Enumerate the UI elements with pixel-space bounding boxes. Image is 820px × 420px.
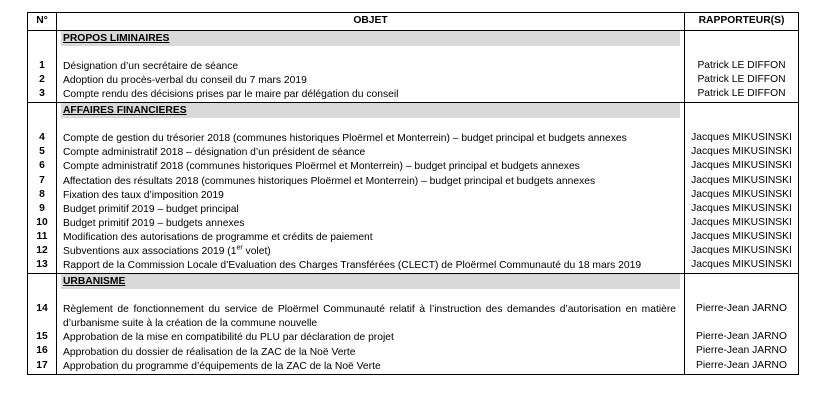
- item-number: 12: [36, 245, 48, 257]
- section-title: PROPOS LIMINAIRES: [61, 31, 680, 46]
- item-rapporteur: Jacques MIKUSINSKI: [691, 188, 792, 200]
- item-objet: Rapport de la Commission Locale d’Evaluation des Charges Transférées (CLECT) de Ploërmel Communauté du 18 mars 2019: [63, 260, 642, 272]
- item-objet-sup: er: [236, 244, 243, 252]
- rapporteur-column: [685, 274, 799, 374]
- item-number: 14: [36, 303, 48, 315]
- item-rapporteur: Pierre-Jean JARNO: [696, 303, 787, 315]
- item-objet: Approbation du dossier de réalisation de la ZAC de la Noë Verte: [63, 346, 356, 358]
- item-rapporteur: Jacques MIKUSINSKI: [691, 216, 792, 228]
- objet-column: [57, 31, 685, 103]
- rapporteur-spacer: [685, 316, 798, 330]
- item-objet: Désignation d’un secrétaire de séance: [63, 61, 239, 72]
- item-objet-text: Subventions aux associations 2019 (1: [63, 246, 237, 258]
- item-rapporteur: Patrick LE DIFFON: [697, 88, 786, 100]
- objet-column: [57, 103, 685, 274]
- num-spacer: [28, 45, 56, 59]
- item-objet: Compte administratif 2018 – désignation d’un président de séance: [63, 147, 366, 159]
- rapporteur-spacer: [685, 103, 798, 117]
- section-title: URBANISME: [61, 274, 680, 289]
- item-objet: Modification des autorisations de programme et crédits de paiement: [63, 231, 373, 243]
- item-number: 5: [39, 146, 45, 158]
- item-objet: Compte de gestion du trésorier 2018 (communes historiques Ploërmel et Monterrein) – budget principal et budgets annexes: [63, 133, 627, 145]
- item-objet: Compte rendu des décisions prises par le maire par délégation du conseil: [63, 89, 399, 101]
- item-number: 15: [36, 331, 48, 343]
- header-num: N°: [28, 13, 57, 31]
- rapporteur-column: [685, 103, 799, 274]
- item-rapporteur: Jacques MIKUSINSKI: [691, 245, 792, 257]
- item-rapporteur: Pierre-Jean JARNO: [696, 331, 787, 343]
- section-block: [28, 274, 799, 374]
- item-rapporteur: Pierre-Jean JARNO: [696, 345, 787, 357]
- item-rapporteur: Patrick LE DIFFON: [697, 60, 786, 71]
- item-number: 2: [39, 74, 45, 86]
- item-objet: Budget primitif 2019 – budgets annexes: [63, 217, 245, 229]
- section-title: AFFAIRES FINANCIERES: [61, 103, 680, 118]
- num-spacer: [28, 288, 56, 302]
- item-rapporteur: Jacques MIKUSINSKI: [691, 160, 792, 172]
- num-column: [28, 31, 57, 103]
- item-number: 8: [39, 188, 45, 200]
- item-number: 1: [39, 60, 45, 71]
- num-spacer: [28, 103, 56, 117]
- num-column: [28, 274, 57, 374]
- num-column: [28, 103, 57, 274]
- item-number: 16: [36, 345, 48, 357]
- item-objet: Budget primitif 2019 – budget principal: [63, 203, 239, 215]
- item-number: 7: [39, 174, 45, 186]
- item-rapporteur: Jacques MIKUSINSKI: [691, 259, 792, 271]
- item-objet: Fixation des taux d’imposition 2019: [63, 189, 224, 201]
- num-spacer: [28, 316, 56, 330]
- header-objet: OBJET: [57, 13, 685, 31]
- item-objet: Approbation de la mise en compatibilité du PLU par déclaration de projet: [63, 332, 394, 344]
- rapporteur-spacer: [685, 288, 798, 302]
- item-number: 13: [36, 259, 48, 271]
- num-spacer: [28, 31, 56, 45]
- item-number: 11: [36, 230, 48, 242]
- item-number: 9: [39, 202, 45, 214]
- item-rapporteur: Jacques MIKUSINSKI: [691, 146, 792, 158]
- header-rapporteur: RAPPORTEUR(S): [685, 13, 799, 31]
- item-rapporteur: Jacques MIKUSINSKI: [691, 174, 792, 186]
- item-rapporteur: Pierre-Jean JARNO: [696, 359, 787, 371]
- item-number: 10: [36, 216, 48, 228]
- objet-spacer: [57, 46, 684, 60]
- header-row: [28, 13, 799, 31]
- num-spacer: [28, 274, 56, 288]
- item-objet-tail: volet): [242, 246, 271, 258]
- rapporteur-spacer: [685, 31, 798, 45]
- item-rapporteur: Jacques MIKUSINSKI: [691, 132, 792, 144]
- item-number: 6: [39, 160, 45, 172]
- rapporteur-spacer: [685, 45, 798, 59]
- item-objet: Approbation du programme d’équipements de la ZAC de la Noë Verte: [63, 360, 381, 372]
- rapporteur-spacer: [685, 117, 798, 131]
- objet-column: [57, 274, 685, 374]
- item-rapporteur: Jacques MIKUSINSKI: [691, 202, 792, 214]
- section-block: [28, 31, 799, 103]
- item-number: 3: [39, 88, 45, 100]
- item-objet: Affectation des résultats 2018 (communes historiques Ploërmel et Monterrein) – budget principal et budgets annexes: [63, 175, 596, 187]
- item-objet: Adoption du procès-verbal du conseil du 7 mars 2019: [63, 75, 307, 87]
- item-rapporteur: Patrick LE DIFFON: [697, 74, 786, 86]
- item-objet: Compte administratif 2018 (communes historiques Ploërmel et Monterrein) – budget principal et budgets annexes: [63, 161, 580, 173]
- rapporteur-spacer: [685, 274, 798, 288]
- item-number: 4: [39, 132, 45, 144]
- num-spacer: [28, 117, 56, 131]
- item-objet: [57, 245, 684, 259]
- agenda-table: [27, 12, 799, 375]
- item-objet: Règlement de fonctionnement du service de Ploërmel Communauté relatif à l’instruction des demandes d’autorisation en matière d’urbanisme suite à la création de la commune nouvelle: [63, 304, 676, 330]
- objet-spacer: [57, 118, 684, 132]
- item-rapporteur: Jacques MIKUSINSKI: [691, 230, 792, 242]
- rapporteur-column: [685, 31, 799, 103]
- section-block: [28, 103, 799, 274]
- objet-spacer: [57, 289, 684, 303]
- item-number: 17: [36, 359, 48, 371]
